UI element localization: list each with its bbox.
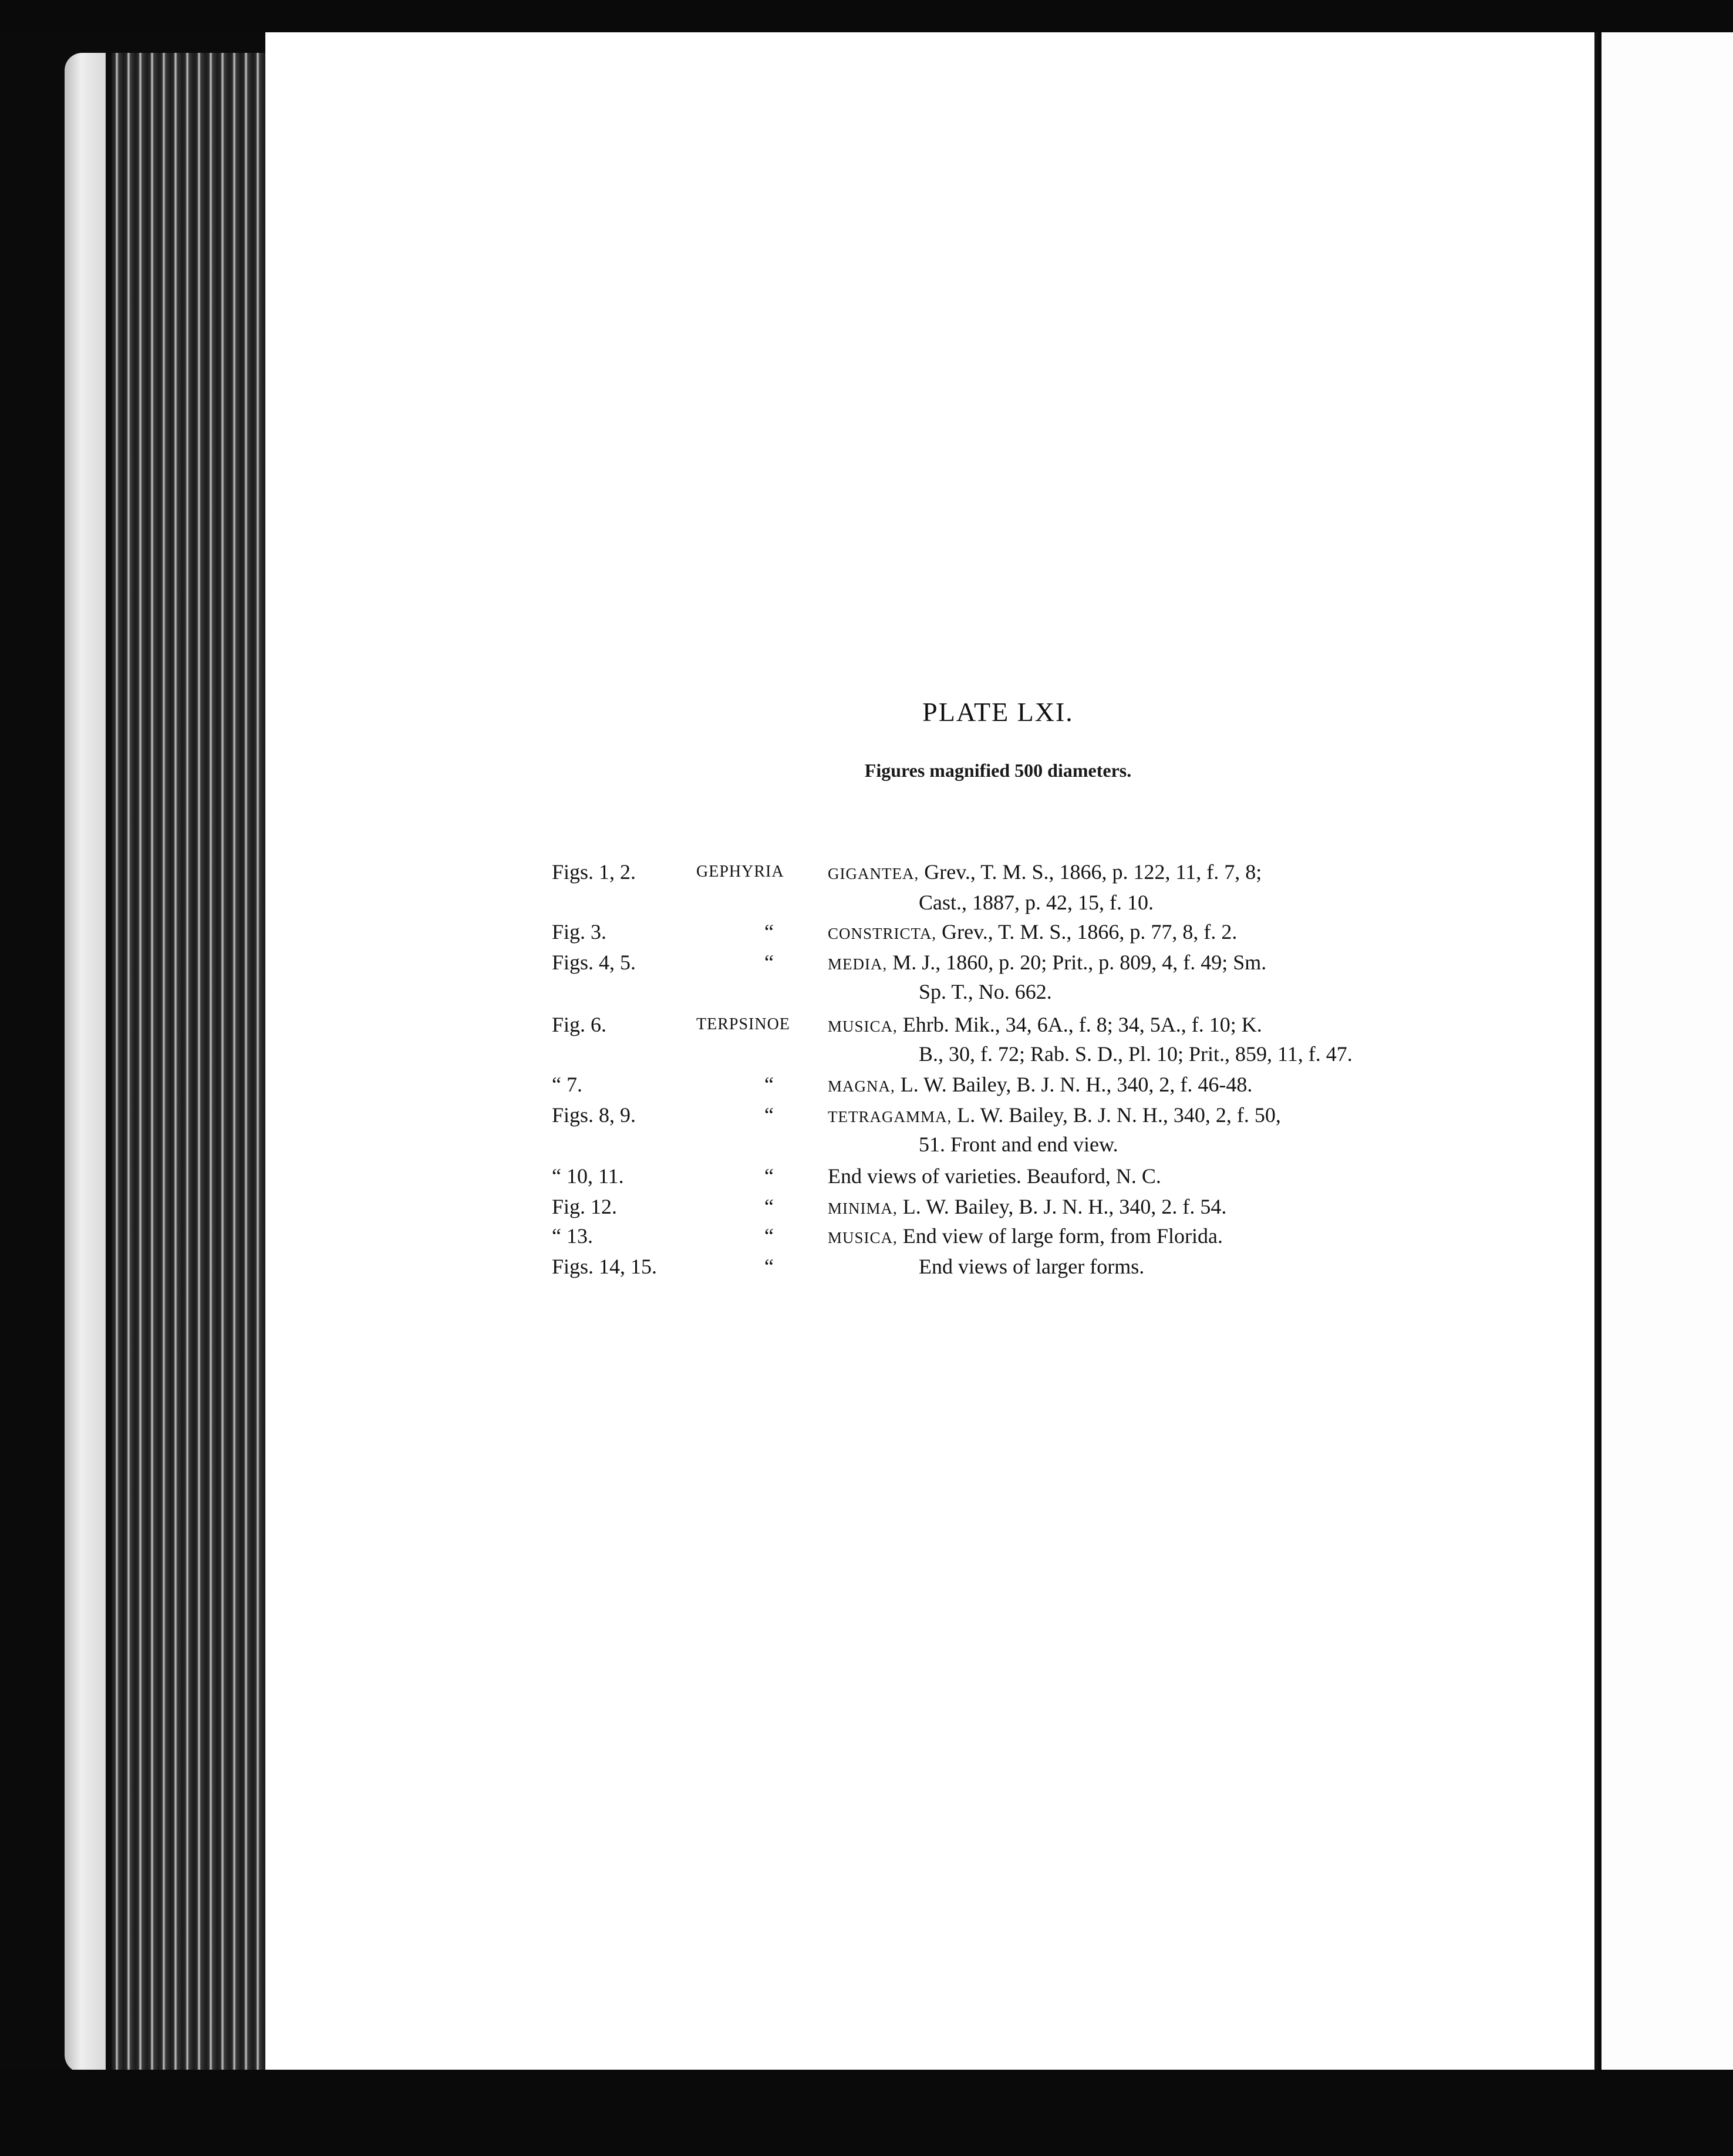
figure-number: Fig. 3.: [552, 920, 607, 944]
ditto-mark: “: [764, 1164, 774, 1188]
figure-number: Fig. 12.: [552, 1195, 618, 1218]
figure-number: Figs. 4, 5.: [552, 951, 636, 974]
species-name: MEDIA,: [828, 955, 888, 973]
species-name: TETRAGAMMA,: [828, 1108, 952, 1126]
figure-number: Figs. 1, 2.: [552, 860, 636, 884]
citation-continued: Sp. T., No. 662.: [919, 980, 1052, 1003]
entry-line: [828, 948, 1266, 977]
citation: M. J., 1860, p. 20; Prit., p. 809, 4, f. 49; Sm.: [892, 951, 1267, 974]
ditto-mark: “: [764, 1255, 774, 1278]
species-name: MINIMA,: [828, 1200, 898, 1217]
ditto-mark: “: [764, 951, 774, 974]
figure-number: Figs. 14, 15.: [552, 1255, 658, 1278]
citation-continued: 51. Front and end view.: [919, 1133, 1118, 1156]
plate-title: PLATE LXI.: [922, 697, 1074, 727]
figure-number: Fig. 6.: [552, 1013, 607, 1036]
figure-number: “ 13.: [552, 1224, 593, 1248]
ditto-mark: “: [764, 1103, 774, 1127]
citation: End view of large form, from Florida.: [902, 1224, 1223, 1248]
citation: L. W. Bailey, B. J. N. H., 340, 2, f. 46-48.: [900, 1073, 1253, 1096]
entry-line: [828, 1070, 1252, 1099]
species-name: MUSICA,: [828, 1018, 898, 1035]
genus-name: TERPSINOE: [696, 1015, 790, 1033]
species-name: MAGNA,: [828, 1077, 895, 1095]
entry-line: [828, 917, 1237, 946]
citation: End views of larger forms.: [919, 1255, 1145, 1278]
species-name: MUSICA,: [828, 1229, 898, 1247]
ditto-mark: “: [764, 920, 774, 944]
figure-number: “ 10, 11.: [552, 1164, 624, 1188]
entry-line: [828, 1221, 1223, 1251]
entry-line: [828, 857, 1262, 887]
citation-continued: B., 30, f. 72; Rab. S. D., Pl. 10; Prit., 859, 11, f. 47.: [919, 1042, 1353, 1066]
citation-continued: Cast., 1887, p. 42, 15, f. 10.: [919, 891, 1154, 914]
entry-line: [828, 1010, 1262, 1039]
species-name: GIGANTEA,: [828, 865, 919, 882]
ditto-mark: “: [764, 1224, 774, 1248]
citation: L. W. Bailey, B. J. N. H., 340, 2, f. 50,: [957, 1103, 1281, 1127]
citation: L. W. Bailey, B. J. N. H., 340, 2. f. 54.: [902, 1195, 1227, 1218]
citation: Grev., T. M. S., 1866, p. 77, 8, f. 2.: [942, 920, 1238, 944]
figure-number: Figs. 8, 9.: [552, 1103, 636, 1127]
entry-line: [828, 1192, 1226, 1221]
figure-number: “ 7.: [552, 1073, 582, 1096]
citation: End views of varieties. Beauford, N. C.: [828, 1164, 1161, 1188]
ditto-mark: “: [764, 1195, 774, 1218]
ditto-mark: “: [764, 1073, 774, 1096]
entry-line: [828, 1100, 1281, 1130]
citation: Ehrb. Mik., 34, 6A., f. 8; 34, 5A., f. 10; K.: [902, 1013, 1262, 1036]
species-name: CONSTRICTA,: [828, 925, 937, 942]
plate-subtitle: Figures magnified 500 diameters.: [864, 760, 1132, 781]
citation: Grev., T. M. S., 1866, p. 122, 11, f. 7, 8;: [924, 860, 1262, 884]
genus-name: GEPHYRIA: [696, 863, 784, 881]
